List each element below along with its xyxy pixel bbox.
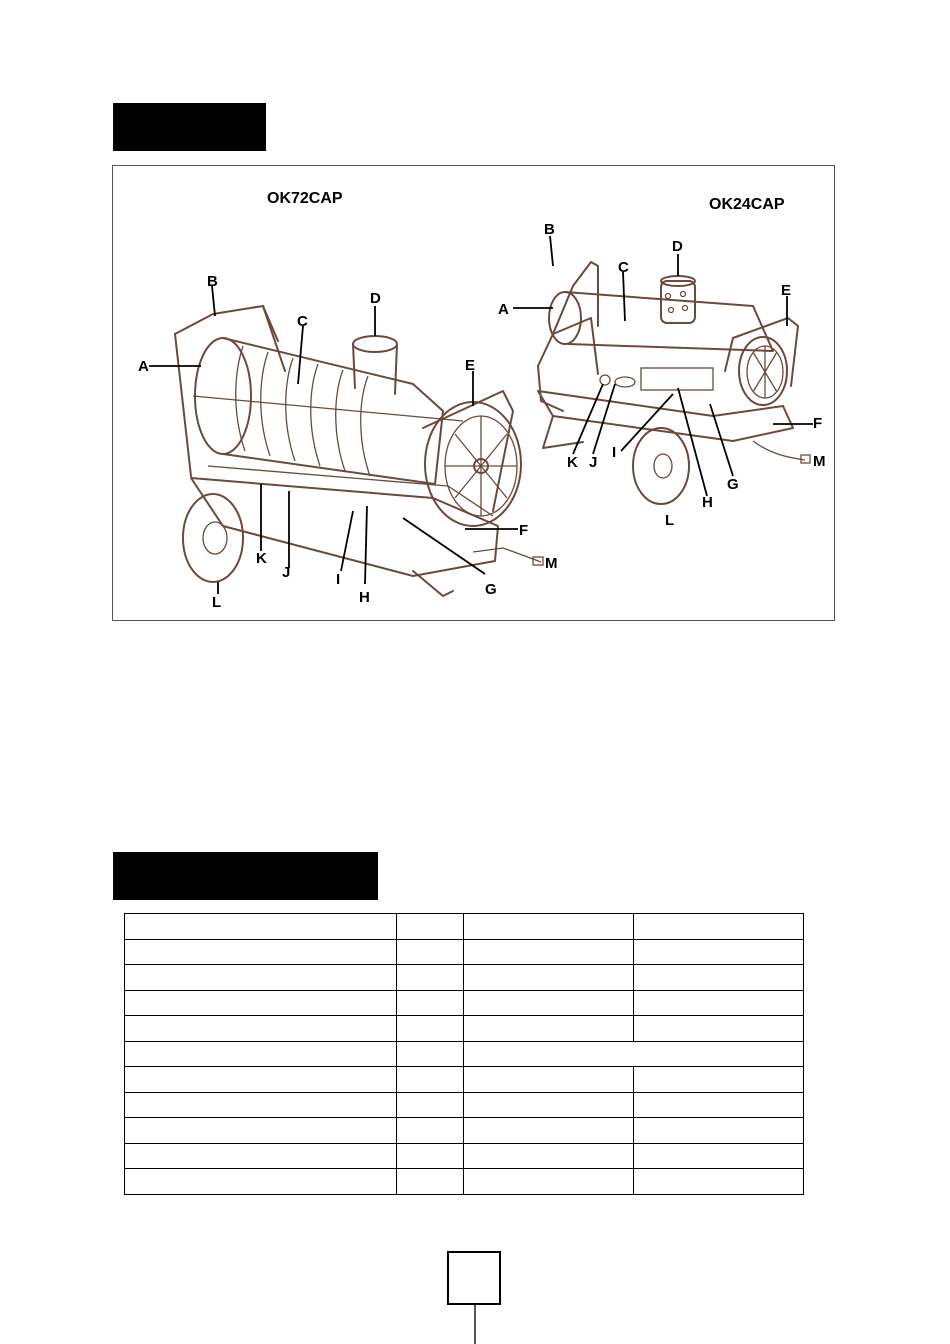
table-cell (634, 1092, 804, 1118)
callout-k-left: K (256, 550, 267, 567)
callout-e-right: E (781, 282, 792, 299)
table-cell (397, 965, 464, 991)
callout-l-right: L (665, 512, 675, 529)
callout-h-left: H (359, 589, 370, 606)
table-cell (397, 914, 464, 940)
callout-d-left: D (370, 290, 381, 307)
table-cell (634, 965, 804, 991)
table-cell (125, 939, 397, 965)
table-cell (634, 1143, 804, 1169)
table-cell (634, 1016, 804, 1042)
table-cell (464, 965, 634, 991)
table-cell (464, 914, 634, 940)
table-row (125, 1067, 804, 1093)
callout-d-right: D (672, 238, 683, 255)
table-cell (125, 1016, 397, 1042)
table-cell (397, 990, 464, 1016)
callout-f-right: F (813, 415, 823, 432)
table-cell (397, 1016, 464, 1042)
callout-c-left: C (297, 313, 308, 330)
specifications-table (124, 913, 804, 1195)
callout-a-right: A (498, 301, 509, 318)
table-row (125, 1118, 804, 1144)
model-name-left: OK72CAP (267, 190, 343, 207)
table-cell (397, 1067, 464, 1093)
callout-j-right: J (589, 454, 598, 471)
callout-h-right: H (702, 494, 713, 511)
table-row (125, 1143, 804, 1169)
table-cell (125, 1143, 397, 1169)
parts-diagram (112, 165, 835, 621)
callout-a-left: A (138, 358, 149, 375)
callout-b-right: B (544, 221, 555, 238)
table-cell (125, 914, 397, 940)
table-cell (464, 939, 634, 965)
table-row (125, 990, 804, 1016)
table-cell (464, 1067, 634, 1093)
callout-l-left: L (212, 594, 222, 611)
heater-small-drawing (538, 262, 810, 504)
table-cell (397, 1118, 464, 1144)
heater-large-drawing (175, 306, 543, 596)
specifications-header-bar (113, 852, 378, 900)
callout-i-right: I (612, 444, 617, 461)
table-cell (634, 939, 804, 965)
leader-lines-right (513, 236, 813, 506)
callout-b-left: B (207, 273, 218, 290)
table-row (125, 1169, 804, 1195)
table-cell (634, 1169, 804, 1195)
table-row (125, 939, 804, 965)
table-cell (125, 1169, 397, 1195)
table-cell (464, 990, 634, 1016)
callout-j-left: J (282, 564, 291, 581)
table-cell (125, 990, 397, 1016)
table-cell (125, 1067, 397, 1093)
callout-e-left: E (465, 357, 476, 374)
table-cell (125, 1041, 397, 1067)
table-row (125, 914, 804, 940)
page-number-box (447, 1251, 501, 1305)
table-cell (397, 1169, 464, 1195)
callout-c-right: C (618, 259, 629, 276)
section-header-bar (113, 103, 266, 151)
table-cell (464, 1143, 634, 1169)
table-cell (634, 1067, 804, 1093)
callout-f-left: F (519, 522, 529, 539)
table-cell (634, 990, 804, 1016)
callout-g-left: G (485, 581, 497, 598)
table-cell (464, 1118, 634, 1144)
callout-m-right: M (813, 453, 826, 470)
table-cell (397, 1092, 464, 1118)
table-cell (125, 1118, 397, 1144)
callout-g-right: G (727, 476, 739, 493)
table-cell (464, 1092, 634, 1118)
table-cell (634, 1118, 804, 1144)
page-number-tail (474, 1305, 476, 1344)
table-cell (464, 1041, 804, 1067)
callout-k-right: K (567, 454, 578, 471)
table-row (125, 1016, 804, 1042)
table-cell (397, 939, 464, 965)
table-row (125, 965, 804, 991)
table-cell (634, 914, 804, 940)
callout-m-left: M (545, 555, 558, 572)
table-row (125, 1041, 804, 1067)
model-name-right: OK24CAP (709, 196, 785, 213)
table-cell (397, 1041, 464, 1067)
table-row (125, 1092, 804, 1118)
table-cell (464, 1016, 634, 1042)
table-cell (125, 1092, 397, 1118)
callout-i-left: I (336, 571, 341, 588)
table-cell (397, 1143, 464, 1169)
table-cell (125, 965, 397, 991)
table-cell (464, 1169, 634, 1195)
